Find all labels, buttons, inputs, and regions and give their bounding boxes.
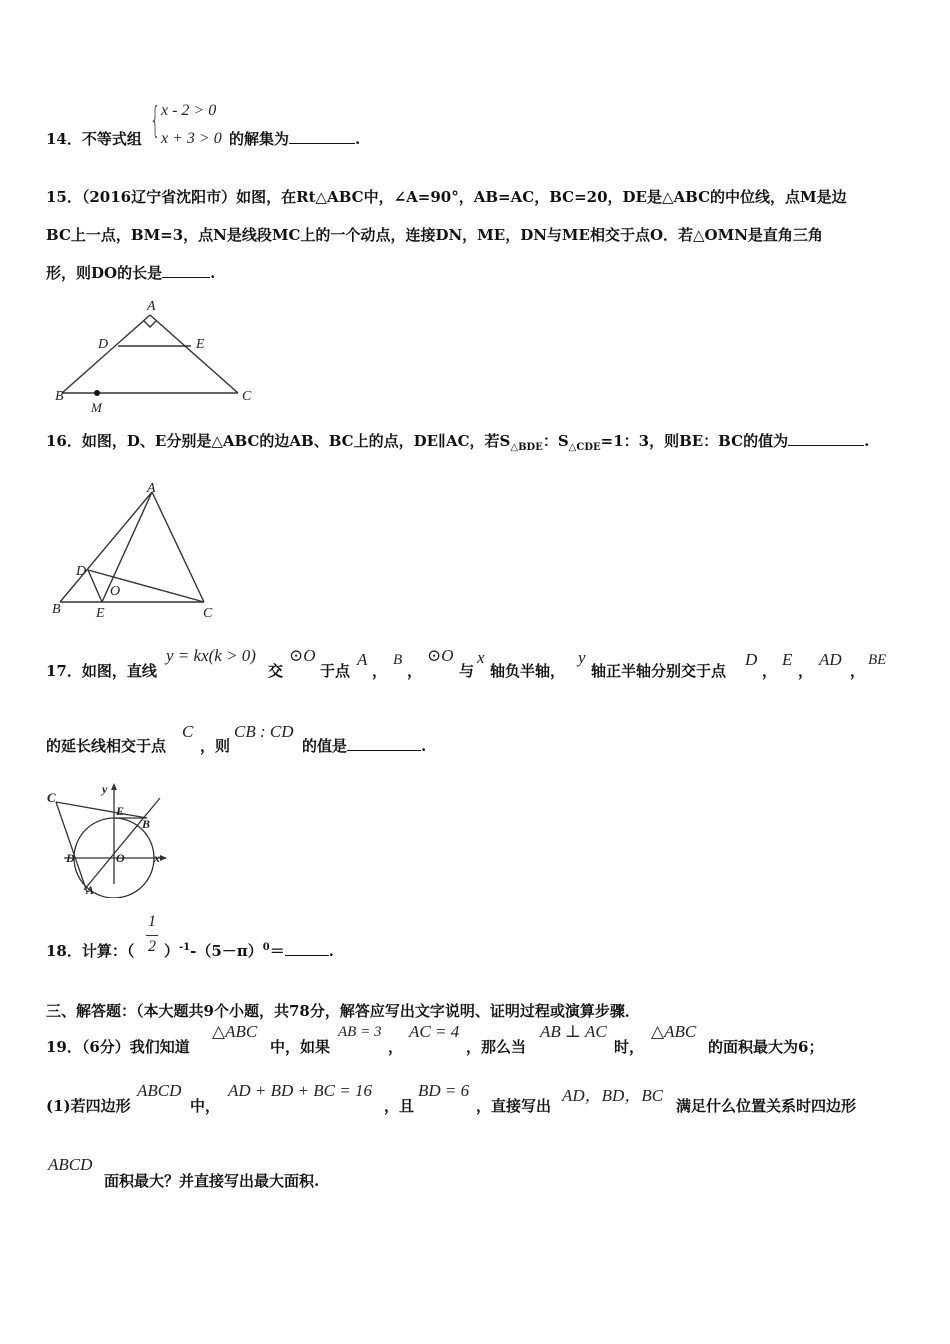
q15-label-d: D — [98, 337, 109, 352]
q19-math-triangle-2: △ABC — [651, 1022, 697, 1041]
q17-label-b: B — [142, 817, 151, 831]
q17-y-arrow — [111, 783, 117, 790]
q17-math-x: x — [477, 648, 485, 667]
q18-fraction-denominator: 2 — [148, 938, 156, 955]
q16-sub-bde: △BDE — [510, 442, 543, 453]
q17-label-y: y — [102, 782, 108, 796]
q17-text-10: ， — [798, 662, 814, 680]
q17-math-y: y — [578, 648, 586, 667]
q14-brace: { — [150, 100, 161, 141]
q18-end: . — [328, 942, 334, 960]
q16-segment-dc — [88, 570, 204, 602]
q14-tail: 的解集为 — [229, 130, 290, 148]
q19-text-5: 时， — [614, 1038, 645, 1056]
q16-segment-de — [88, 570, 102, 602]
q14-question — [229, 128, 360, 149]
q14-number: 14．不等式组 — [46, 130, 142, 148]
q18-text-1: 18．计算：（ — [46, 942, 135, 960]
q15-label-e: E — [196, 337, 205, 352]
q19-text-3: ， — [388, 1038, 404, 1056]
q19-math-perpendicular: AB ⊥ AC — [540, 1022, 607, 1041]
q19-text-4: ，那么当 — [466, 1038, 527, 1056]
q19-part1-text-e: 满足什么位置关系时四边形 — [676, 1097, 857, 1115]
q16-sub-cde: △CDE — [568, 442, 601, 453]
q16-label-c: C — [203, 606, 213, 621]
q17-label-a: A — [86, 883, 95, 897]
q17-text-8: 轴正半轴分别交于点 — [591, 662, 727, 680]
q16-label-a: A — [147, 481, 156, 496]
q19-part1-math-bd: BD = 6 — [418, 1081, 470, 1100]
q16-label-e: E — [96, 606, 105, 621]
q15-end: . — [210, 264, 216, 282]
q17-answer-blank[interactable] — [347, 736, 421, 751]
q15-line-1: 15．（2016辽宁省沈阳市）如图，在Rt△ABC中，∠A=90°，AB=AC，BC=20，DE是△ABC的中位线，点M是边 — [46, 188, 847, 206]
q16-side-ab — [60, 492, 152, 602]
q17-math-b: B — [393, 652, 403, 668]
q19-part1-text-c: ，且 — [384, 1097, 415, 1115]
q17-text-3: 于点 — [320, 662, 351, 680]
q15-point-m — [94, 390, 100, 396]
q14-answer-blank[interactable] — [289, 129, 355, 144]
q19-part1-math-sum: AD + BD + BC = 16 — [228, 1081, 372, 1100]
q16-label-b: B — [52, 602, 61, 617]
q17-label-x: x — [154, 851, 160, 865]
q18-paren-close: ） — [164, 942, 180, 960]
q19-math-ac: AC = 4 — [409, 1022, 460, 1041]
q15-side-ab — [62, 315, 150, 393]
q17-line2-tail — [302, 735, 426, 756]
q15-right-angle-mark — [144, 321, 156, 327]
q18-equals: ＝ — [269, 942, 285, 960]
q19-part1-text-b: 中， — [190, 1097, 221, 1115]
q19-part1-math-segments: AD，BD，BC — [562, 1086, 664, 1105]
q15-line-3 — [46, 262, 215, 283]
q16-text-a: 16．如图，D、E分别是△ABC的边AB、BC上的点，DE∥AC，若S — [46, 432, 511, 450]
q15-label-b: B — [55, 389, 64, 404]
q16-end: . — [864, 432, 870, 450]
q17-math-circle-2: ⊙O — [427, 646, 454, 665]
q17-text-11: ， — [850, 662, 866, 680]
q14-inequality-1: x - 2 > 0 — [161, 102, 217, 119]
q19-part1-text-a: (1)若四边形 — [46, 1097, 131, 1115]
q15-label-m: M — [91, 400, 102, 415]
q17-text-5: ， — [407, 662, 423, 680]
q17-line2-text-a: 的延长线相交于点 — [46, 737, 167, 755]
q17-math-ratio: CB : CD — [234, 722, 294, 741]
q17-math-a: A — [357, 650, 368, 669]
q17-math-circle-1: ⊙O — [289, 646, 316, 665]
q17-math-ad: AD — [819, 650, 842, 669]
q16-label-d: D — [76, 564, 87, 579]
q19-part1-math-abcd-2: ABCD — [48, 1155, 93, 1174]
q17-math-c: C — [182, 722, 194, 741]
q15-label-c: C — [242, 389, 252, 404]
q17-end: . — [421, 737, 427, 755]
q17-math-line: y = kx(k > 0) — [166, 646, 256, 665]
q17-text-2: 交 — [268, 662, 284, 680]
q18-answer-blank[interactable] — [285, 941, 329, 956]
q19-math-ab: AB = 3 — [338, 1024, 382, 1040]
q15-answer-blank[interactable] — [162, 263, 210, 278]
q17-text-4: ， — [372, 662, 388, 680]
q19-part1-math-abcd: ABCD — [137, 1081, 182, 1100]
q19-part1-text-d: ，直接写出 — [476, 1097, 552, 1115]
q17-text-7: 轴负半轴， — [490, 662, 566, 680]
q14-end: . — [355, 130, 361, 148]
q19-text-1: 19．（6分）我们知道 — [46, 1038, 190, 1056]
section-3-heading: 三、解答题：（本大题共9个小题，共78分，解答应写出文字说明、证明过程或演算步骤． — [46, 1002, 640, 1020]
q19-math-triangle-1: △ABC — [212, 1022, 258, 1041]
q16-label-o: O — [110, 584, 121, 599]
q16-side-ac — [152, 492, 204, 602]
q16-answer-blank[interactable] — [788, 431, 864, 446]
q17-label-c: C — [47, 790, 56, 805]
q17-label-d: D — [66, 851, 75, 865]
q15-line-2: BC上一点，BM=3，点N是线段MC上的一个动点，连接DN，ME，DN与ME相交于点O．若△OMN是直角三角 — [46, 226, 823, 244]
q17-math-be: BE — [868, 652, 887, 668]
q17-line-cb — [56, 802, 147, 818]
q14-inequality-2: x + 3 > 0 — [161, 130, 222, 147]
q19-text-6: 的面积最大为6； — [708, 1038, 824, 1056]
q15-side-ac — [150, 315, 238, 393]
q17-x-arrow — [160, 855, 167, 861]
q18-expression — [164, 940, 334, 961]
q15-line-3-text: 形，则DO的长是 — [46, 264, 163, 282]
q15-label-a: A — [147, 299, 156, 314]
q17-line2-text-b: ，则 — [200, 737, 231, 755]
q19-part1-text-f: 面积最大？并直接写出最大面积. — [104, 1172, 320, 1190]
q17-figure — [44, 780, 168, 898]
q18-fraction-numerator: 1 — [148, 913, 156, 930]
q18-exponent-2: 0 — [262, 942, 270, 953]
q17-label-o: O — [116, 851, 125, 865]
q17-text-6: 与 — [459, 662, 475, 680]
q16-figure — [46, 478, 226, 624]
q18-text-2: -（5－π） — [190, 942, 263, 960]
q15-figure — [46, 296, 260, 416]
q17-line2-text-c: 的值是 — [302, 737, 348, 755]
q16-line — [46, 430, 869, 453]
q19-text-2: 中，如果 — [270, 1038, 331, 1056]
q16-text-c: =1：3，则BE：BC的值为 — [600, 432, 789, 450]
q18-fraction-bar — [146, 935, 158, 936]
q17-label-e: E — [116, 804, 125, 818]
q17-line-cd — [56, 802, 87, 892]
q17-text-1: 17．如图，直线 — [46, 662, 157, 680]
q16-text-b: ：S — [542, 432, 569, 450]
q18-exponent-1: -1 — [179, 942, 191, 953]
q17-math-e: E — [782, 650, 793, 669]
q17-math-d: D — [745, 650, 758, 669]
q17-text-9: ， — [762, 662, 778, 680]
